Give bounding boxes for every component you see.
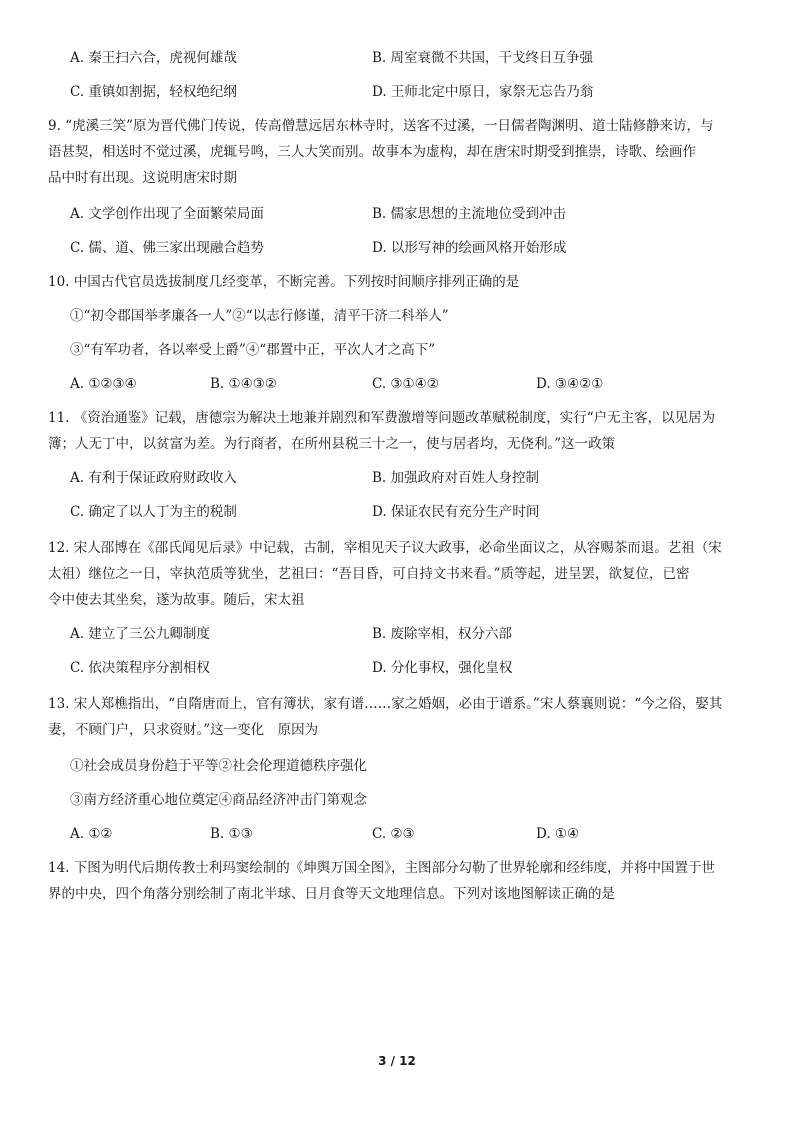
q9-option-b: B. 儒家思想的主流地位受到冲击: [372, 206, 567, 222]
q8-option-a: A. 秦王扫六合，虎视何雄哉: [70, 50, 237, 66]
q12-stem-line-2: 太祖）继位之一日，宰执范质等犹坐，艺祖曰：“吾目昏，可自持文书来看。”质等起，进呈罢，欲复位，已密: [48, 566, 690, 582]
q12-option-b: B. 废除宰相，权分六部: [372, 626, 513, 642]
q8-option-c: C. 重镇如割据，轻权绝纪纲: [70, 84, 237, 100]
q13-option-c: C. ②③: [372, 826, 415, 842]
q9-option-d: D. 以形写神的绘画风格开始形成: [372, 240, 567, 256]
q12-stem-line-3: 令中使去其坐矣，遂为故事。随后，宋太祖: [48, 592, 305, 608]
q12-option-d: D. 分化事权，强化皇权: [372, 660, 513, 676]
q10-option-a: A. ①②③④: [70, 376, 137, 392]
q12-stem-line-1: 12. 宋人邵博在《邵氏闻见后录》中记载，古制，宰相见天子议大政事，必命坐面议之，从容赐茶而退。艺祖（宋: [48, 540, 722, 556]
q10-item-line-1: ①“初令郡国举孝廉各一人”②“以志行修谨，清平干济二科举人”: [70, 308, 449, 324]
q13-option-a: A. ①②: [70, 826, 113, 842]
q9-stem-line-1: 9. “虎溪三笑”原为晋代佛门传说，传高僧慧远居东林寺时，送客不过溪，一日儒者陶渊明、道士陆修静来访，与: [48, 118, 714, 134]
q11-option-a: A. 有利于保证政府财政收入: [70, 470, 237, 486]
q10-stem-line-1: 10. 中国古代官员选拔制度几经变革，不断完善。下列按时间顺序排列正确的是: [48, 274, 520, 290]
q10-option-b: B. ①④③②: [210, 376, 277, 392]
q12-option-c: C. 依决策程序分割相权: [70, 660, 210, 676]
q13-option-b: B. ①③: [210, 826, 253, 842]
q13-option-d: D. ①④: [536, 826, 580, 842]
q11-option-d: D. 保证农民有充分生产时间: [372, 504, 540, 520]
q13-stem-line-2: 妻，不顾门户，只求资财。”这一变化 原因为: [48, 722, 319, 738]
q9-option-c: C. 儒、道、佛三家出现融合趋势: [70, 240, 264, 256]
q8-option-b: B. 周室衰微不共国，干戈终日互争强: [372, 50, 594, 66]
q10-option-d: D. ③④②①: [536, 376, 604, 392]
q11-option-c: C. 确定了以人丁为主的税制: [70, 504, 237, 520]
q13-item-line-1: ①社会成员身份趋于平等②社会伦理道德秩序强化: [70, 758, 367, 774]
q12-option-a: A. 建立了三公九卿制度: [70, 626, 210, 642]
q14-stem-line-2: 界的中央，四个角落分别绘制了南北半球、日月食等天文地理信息。下列对该地图解读正确的是: [48, 886, 615, 902]
page-number: 3 / 12: [378, 1054, 416, 1068]
q13-item-line-2: ③南方经济重心地位奠定④商品经济冲击门第观念: [70, 792, 367, 808]
q13-stem-line-1: 13. 宋人郑樵指出，“自隋唐而上，官有簿状，家有谱……家之婚姻，必由于谱系。”宋人蔡襄则说：“今之俗，娶其: [48, 696, 723, 712]
q11-stem-line-2: 簿；人无丁中，以贫富为差。为行商者，在所州县税三十之一，使与居者均，无侥利。”这一政策: [48, 436, 616, 452]
q10-option-c: C. ③①④②: [372, 376, 439, 392]
q9-stem-line-2: 语甚契，相送时不觉过溪，虎辄号鸣，三人大笑而别。故事本为虚构，却在唐宋时期受到推崇，诗歌、绘画作: [48, 144, 696, 160]
q10-item-line-2: ③“有军功者，各以率受上爵”④“郡置中正，平次人才之高下”: [70, 342, 436, 358]
q11-stem-line-1: 11. 《资治通鉴》记载，唐德宗为解决土地兼并剧烈和军费激增等问题改革赋税制度，实行“户无主客，以见居为: [48, 410, 716, 426]
q9-stem-line-3: 品中时有出现。这说明唐宋时期: [48, 170, 237, 186]
q11-option-b: B. 加强政府对百姓人身控制: [372, 470, 540, 486]
q8-option-d: D. 王师北定中原日，家祭无忘告乃翁: [372, 84, 594, 100]
q9-option-a: A. 文学创作出现了全面繁荣局面: [70, 206, 264, 222]
q14-stem-line-1: 14. 下图为明代后期传教士利玛窦绘制的《坤舆万国全图》，主图部分勾勒了世界轮廓和经纬度，并将中国置于世: [48, 860, 716, 876]
